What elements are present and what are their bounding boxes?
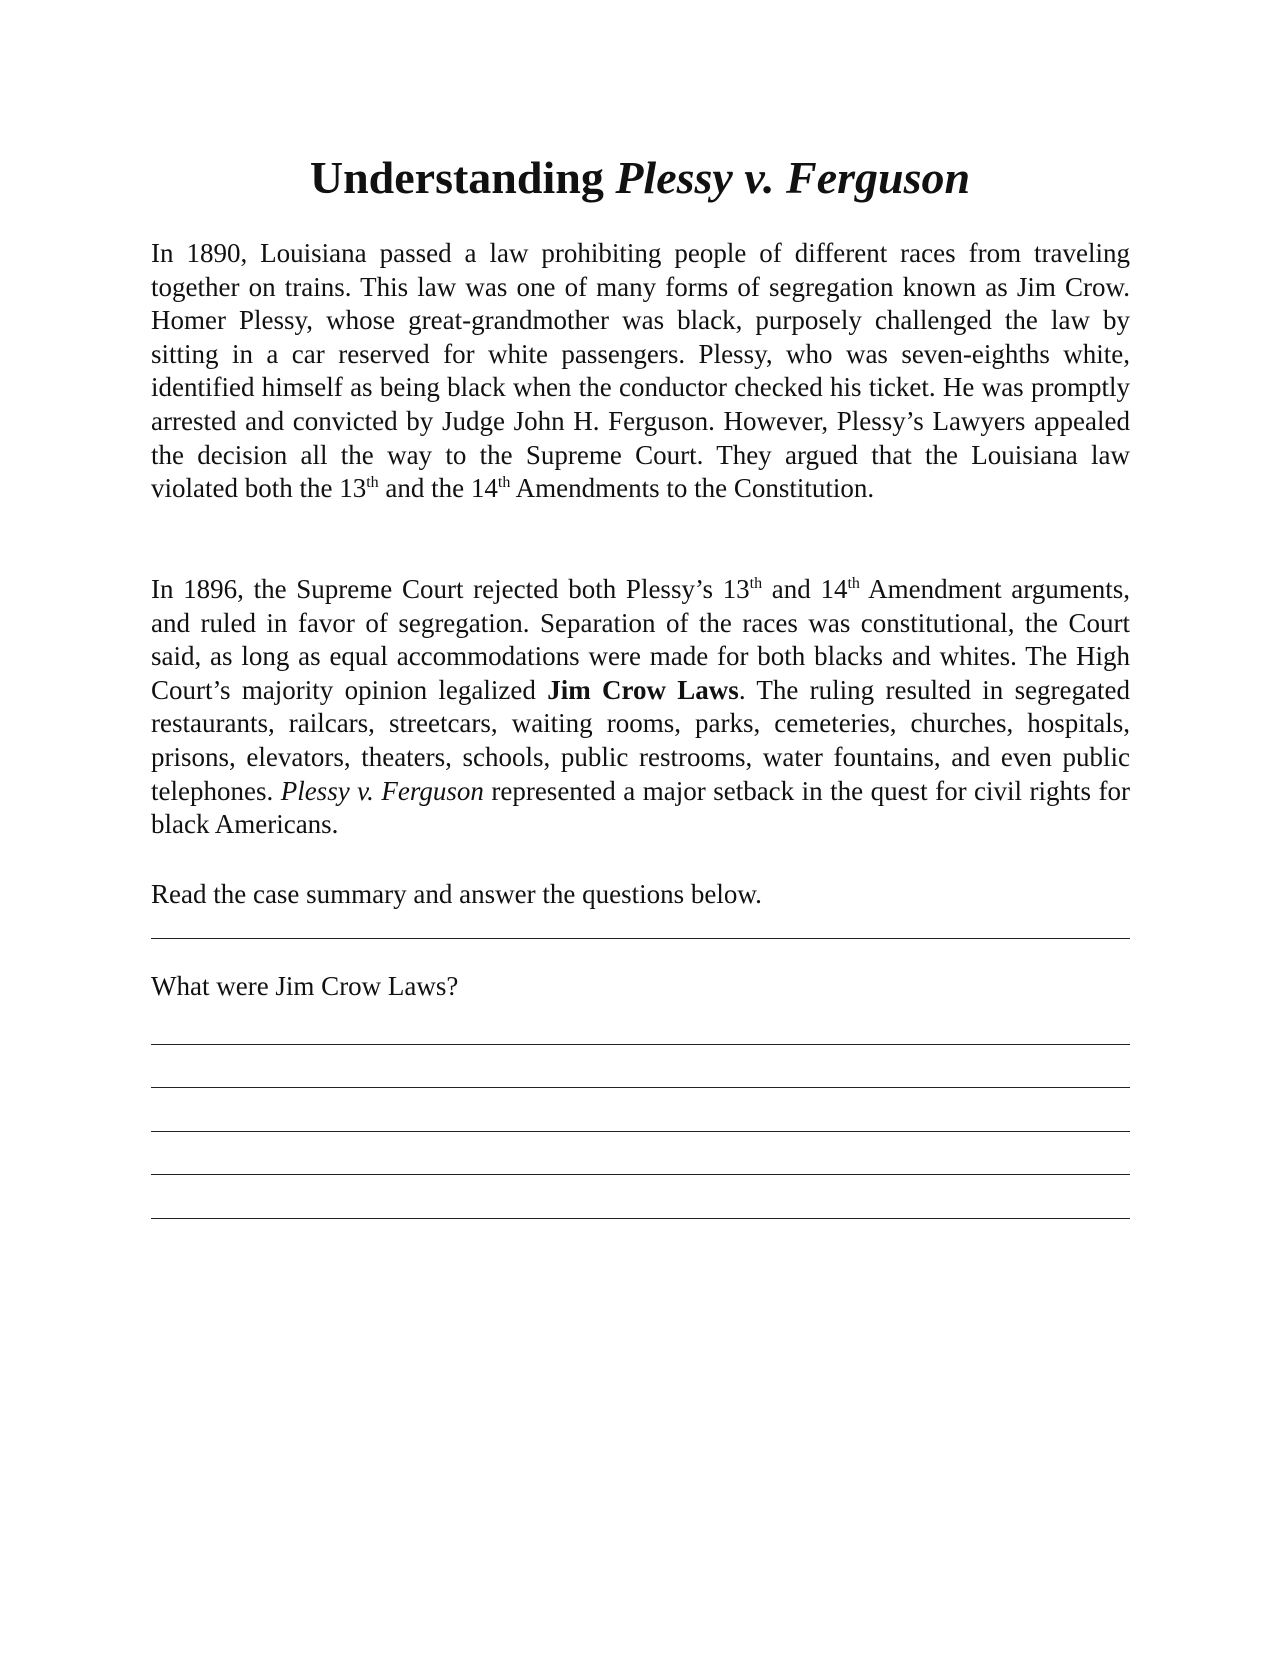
title-case-name: Plessy v. Ferguson [615,152,971,203]
paragraph1-text: In 1890, Louisiana passed a law prohibiting people of different races from traveling together on trains. This law was one of many forms of segregation known as Jim Crow. Homer Plessy, whose great-grandmother was black, purposely challenged the law by sitting in a car reserved for white passengers. Plessy, who was seven-eighths white, identified himself as being black when the conductor checked his ticket. He was promptly arrested and convicted by Judge John H. Ferguson. However, Plessy’s Lawyers appealed the decision all the way to the Supreme Court. They argued that the Louisiana law violated both the 13 [151,238,1130,504]
paragraph2-text: represented a major setback in the quest for civil rights for black Americans. [151,775,1130,840]
answer-line[interactable] [151,1218,1130,1219]
answer-line[interactable] [151,1131,1130,1132]
section-divider [151,938,1130,939]
paragraph2-text: In 1896, the Supreme Court rejected both Plessy’s 13 [151,574,750,604]
answer-line[interactable] [151,1044,1130,1045]
paragraph1-text: Amendments to the Constitution. [510,473,875,504]
instructions-text: Read the case summary and answer the questions below. [151,879,762,909]
case-ruling-paragraph [151,573,1130,842]
page-title [0,148,1280,208]
title-plain: Understanding [309,152,604,203]
answer-line[interactable] [151,1087,1130,1088]
ordinal-suffix: th [749,575,763,592]
paragraph1-text: and the 14 [378,473,498,504]
paragraph2-text: Amendment arguments, and ruled in favor of segregation. Separation of the races was constitutional, the Court said, as long as equal accommodations were made for both blacks and whites. The High Court’s majority opinion legalized [151,574,1130,705]
key-term-jim-crow-laws: Jim Crow Laws [547,674,739,705]
paragraph2-text: . The ruling resulted in segregated restaurants, railcars, streetcars, waiting rooms, parks, cemeteries, churches, hospitals, prisons, elevators, theaters, schools, public restrooms, water fountains, and even public telephones. [151,674,1131,806]
case-name-italic: Plessy v. Ferguson [280,775,484,806]
case-background-paragraph [151,237,1130,506]
ordinal-suffix: th [497,474,511,492]
ordinal-suffix: th [847,575,860,592]
ordinal-suffix: th [366,474,379,492]
answer-line[interactable] [151,1174,1130,1175]
paragraph2-text: and 14 [762,574,848,604]
question-1: What were Jim Crow Laws? [151,971,459,1001]
